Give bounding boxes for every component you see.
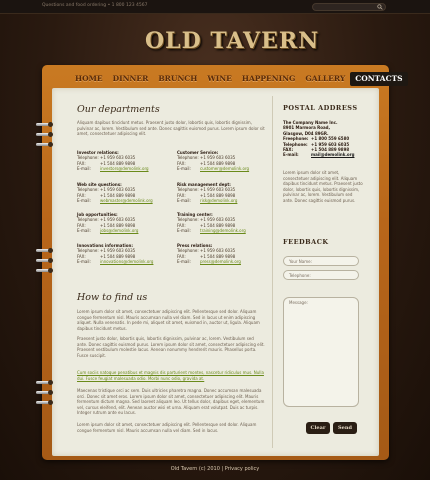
email-row [77,198,173,203]
binder-ring [36,400,54,406]
field-value: +1 504 889 9898 [200,192,236,198]
department-title: Customer Service: [177,150,219,155]
fax-row: FAX: +1 504 889 9898 [283,147,350,153]
department-title: Training center: [177,212,213,217]
field-label: Telephone: [177,187,199,193]
email-link[interactable]: webmaster@demolink.org [100,198,153,204]
field-label: FAX: [177,253,186,259]
department-block [177,182,273,204]
department-title: Web site questions: [77,182,122,187]
binder-ring [36,142,54,148]
column-divider [272,96,273,448]
department-title: Job opportunities: [77,212,118,217]
findus-paragraph-3: Maecenas tristique orci ac sem. Duis ultricies pharetra magna. Donec accumsan malesuada orci. Donec sit amet eros. Lorem ipsum dolor sit amet, consectetuer adipiscing elit. Mauris fermentum dictum magna. Sed laoreet aliquam leo. Ut tellus dolor, dapibus eget, elementum vel, cursus eleifend, elit. Aenean auctor wisi et urna. Aliquam erat volutpat. Duis ac turpis. Integer rutrum ante eu lacus. [77,388,265,416]
address-line: The Company Name Inc. [283,120,338,125]
field-value: +1 959 603 6035 [100,155,136,161]
postal-address [283,120,371,158]
binder-ring [36,248,54,254]
field-label: FAX: [177,160,186,166]
department-block [77,182,173,204]
department-title: Risk management dept: [177,182,231,187]
message-field[interactable]: Message: [283,297,359,407]
email-row: E-mail: mail@demolink.org [283,152,355,158]
email-row [177,259,273,264]
footer-text[interactable]: Old Tavern (c) 2010 | Privacy policy [170,466,260,472]
field-label: Telephone: [77,155,99,161]
field-label: FAX: [77,222,86,228]
field-label: E-mail: [177,166,191,172]
email-row [77,259,173,264]
department-block [77,243,173,265]
binder-ring [36,132,54,138]
main-nav [70,72,408,86]
freephone-row: Freephone: +1 800 559 6580 [283,136,350,142]
field-label: E-mail: [77,259,91,265]
email-row [177,228,273,233]
email-row [77,166,173,171]
email-row [177,198,273,203]
nav-home[interactable]: HOME [75,74,103,83]
binder-ring [36,122,54,128]
field-label: Telephone: [177,217,199,223]
top-bar [0,0,430,14]
email-link[interactable]: press@demolink.org [200,259,241,265]
field-label: E-mail: [177,259,191,265]
address-line: Glasgow, D04 89GR. [283,130,329,136]
field-label: FAX: [177,192,186,198]
field-label: E-mail: [77,228,91,234]
findus-link[interactable]: Cum sociis natoque penatibus et magnis dis parturient montes, nascetur ridiculus mus. Nulla dui. Fusce feugiat malesuada odio. Morbi nunc odio, gravida at. [77,370,264,381]
field-label: FAX: [177,222,186,228]
clear-button[interactable]: Clear [306,422,330,434]
field-value: +1 504 889 9898 [200,160,236,166]
field-value: +1 959 603 6035 [200,217,236,223]
send-button[interactable]: Send [333,422,357,434]
department-block [177,150,273,172]
field-value: +1 959 603 6035 [100,217,136,223]
field-label: Telephone: [77,248,99,254]
department-block [177,212,273,234]
field-label: E-mail: [177,198,191,204]
search-input[interactable] [312,3,386,11]
field-value: +1 959 603 6035 [200,187,236,193]
findus-paragraph-4: Lorem ipsum dolor sit amet, consectetuer adipiscing elit. Pellentesque sed dolor. Aliquam congue fermentum nisl. Mauris accumsan nulla vel diam. Sed in lacus. [77,422,257,433]
department-block [177,243,273,265]
field-value: +1 504 889 9898 [100,160,136,166]
department-title: Innovations information: [77,243,133,248]
contact-info: Questions and food ordering • 1 800 123 4567 [42,3,148,8]
binder-ring [36,258,54,264]
nav-contacts[interactable]: CONTACTS [350,72,407,86]
field-value: +1 959 603 6035 [100,248,136,254]
feedback-heading: FEEDBACK [283,238,329,246]
department-block [77,150,173,172]
site-logo[interactable]: OLD TAVERN [145,28,320,54]
field-value: +1 504 889 9898 [200,222,236,228]
postal-email-link[interactable]: mail@demolink.org [311,152,355,158]
departments-intro: Aliquam dapibus tincidunt metus. Praesent justo dolor, lobortis quis, lobortis dignissim, pulvinar ac, lorem. Vestibulum sed ante. Donec sagittis euismod purus. Lorem ipsum dolor sit amet, consectetuer adipiscing elit. [77,120,265,137]
field-label: Telephone: [77,217,99,223]
field-label: Telephone: [77,187,99,193]
field-value: +1 504 889 9898 [100,192,136,198]
field-label: Telephone: [177,155,199,161]
binder-ring [36,380,54,386]
department-block [77,212,173,234]
field-value: +1 504 889 9898 [200,253,236,259]
field-label: Telephone: [177,248,199,254]
email-row [177,166,273,171]
email-link[interactable]: customer@demolink.org [200,166,250,172]
nav-happening[interactable]: HAPPENING [241,74,296,83]
nav-brunch[interactable]: BRUNCH [158,74,198,83]
nav-dinner[interactable]: DINNER [112,74,149,83]
telephone-row: Telephone: +1 959 603 6035 [283,141,350,147]
field-value: +1 959 603 6035 [200,248,236,254]
findus-paragraph-2: Praesent justo dolor, lobortis quis, lobortis dignissim, pulvinar ac, lorem. Vestibulum sed ante. Donec sagittis euismod purus. Lorem ipsum dolor sit amet, consectetuer adipiscing elit. Praesent vestibulum molestie lacus. Aenean nonummy hendrerit mauris. Phasellus porta. Fusce suscipit. [77,336,265,358]
postal-text: Lorem ipsum dolor sit amet, consectetuer adipiscing elit. Aliquam dapibus tincidunt metus. Praesent justo dolor, lobortis quis, lobortis dignissim, pulvinar ac, lorem. Vestibulum sed ante. Donec sagittis euismod purus. [283,170,363,203]
email-link[interactable]: training@demolink.org [200,228,246,234]
email-link[interactable]: innovations@demolink.org [100,259,154,265]
email-link[interactable]: risk@demolink.org [200,198,238,204]
email-link[interactable]: jobs@demolink.org [100,228,139,234]
department-title: Investor relations: [77,150,119,155]
email-row [77,228,173,233]
field-value: +1 959 603 6035 [200,155,236,161]
departments-heading: Our departments [77,104,160,115]
phone-field[interactable]: Telephone: [283,270,359,280]
binder-ring [36,268,54,274]
field-value: +1 504 889 9898 [100,253,136,259]
name-field[interactable]: Your Name: [283,256,359,266]
postal-heading: POSTAL ADDRESS [283,104,358,112]
binder-ring [36,390,54,396]
email-link[interactable]: investors@demolink.org [100,166,149,172]
search-icon[interactable] [377,4,383,10]
field-label: FAX: [77,253,86,259]
field-label: E-mail: [77,198,91,204]
field-value: +1 959 603 6035 [100,187,136,193]
address-line: 8901 Marmora Road, [283,125,331,131]
field-label: FAX: [77,192,86,198]
field-value: +1 504 889 9898 [100,222,136,228]
findus-paragraph-1: Lorem ipsum dolor sit amet, consectetuer adipiscing elit. Pellentesque sed dolor. Aliquam congue fermentum nisl. Mauris accumsan nulla vel diam. Sed in lacus ut enim adipiscing aliquet. Nulla venenatis. In pede mi, aliquet sit amet, euismod in, auctor ut, ligula. Aliquam dapibus tincidunt metus. [77,309,260,331]
field-label: E-mail: [177,228,191,234]
findus-heading: How to find us [77,292,148,303]
field-label: FAX: [77,160,86,166]
nav-wine[interactable]: WINE [207,74,232,83]
field-label: E-mail: [77,166,91,172]
nav-gallery[interactable]: GALLERY [305,74,346,83]
department-title: Press relations: [177,243,213,248]
